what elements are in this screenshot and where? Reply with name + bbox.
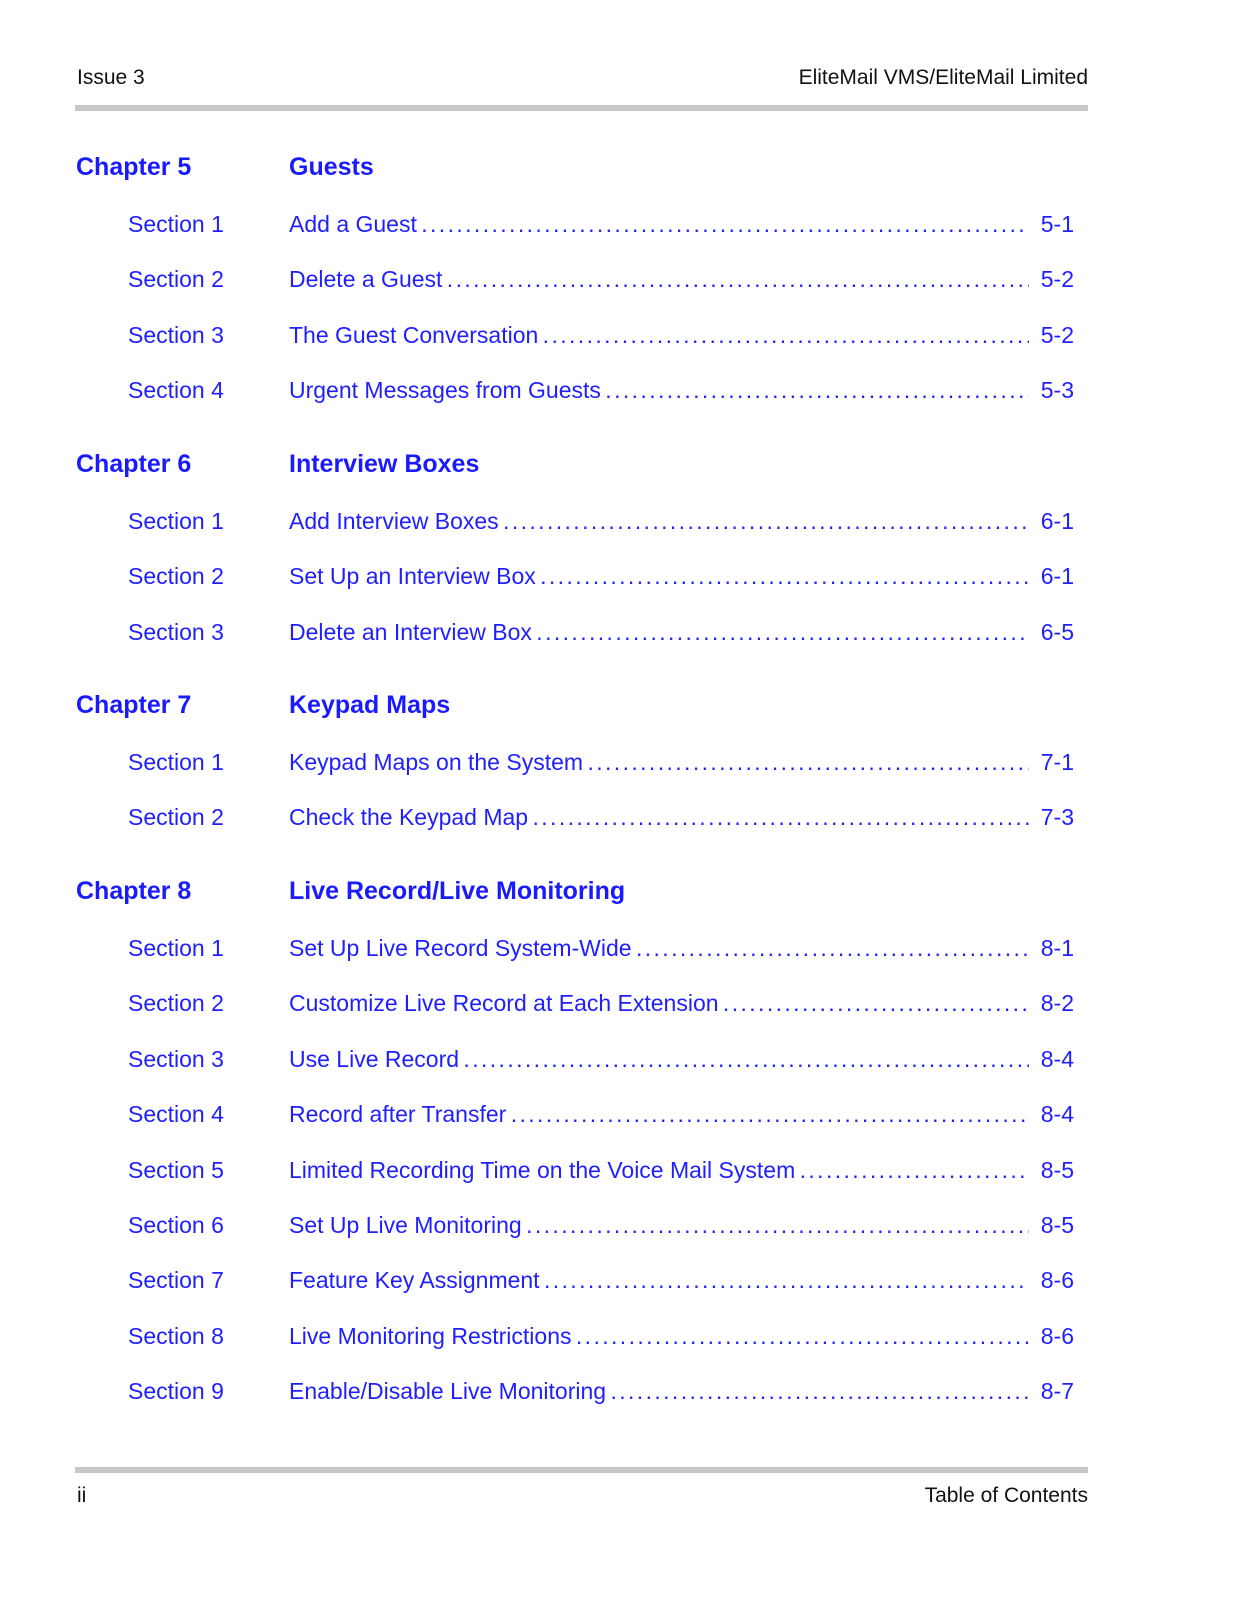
section-title-link[interactable]: Limited Recording Time on the Voice Mail System . . . xyxy=(289,1157,1029,1189)
toc-entry[interactable] xyxy=(0,508,1237,540)
document-title: EliteMail VMS/EliteMail Limited xyxy=(798,66,1088,89)
toc-entry[interactable] xyxy=(0,1157,1237,1189)
section-title-link[interactable]: The Guest Conversation . . . xyxy=(289,322,1029,354)
section-label: Section 2 xyxy=(128,804,224,830)
section-label: Section 1 xyxy=(128,749,224,775)
section-title-link[interactable]: Feature Key Assignment . . . xyxy=(289,1267,1029,1299)
chapter-label: Chapter 8 xyxy=(76,877,192,905)
page-reference[interactable]: 8-5 xyxy=(1040,1157,1074,1183)
issue-label: Issue 3 xyxy=(77,66,145,89)
section-label: Section 1 xyxy=(128,508,224,534)
chapter-label: Chapter 6 xyxy=(76,450,192,478)
section-label: Section 7 xyxy=(128,1267,224,1293)
section-title-link[interactable]: Urgent Messages from Guests . . . xyxy=(289,377,1029,409)
page-reference[interactable]: 8-4 xyxy=(1040,1101,1074,1127)
toc-entry[interactable] xyxy=(0,1378,1237,1410)
page-reference[interactable]: 8-4 xyxy=(1040,1046,1074,1072)
toc-entry[interactable] xyxy=(0,1323,1237,1355)
section-title-link[interactable]: Enable/Disable Live Monitoring . . . xyxy=(289,1378,1029,1410)
chapter-heading[interactable] xyxy=(0,450,1237,486)
toc-entry[interactable] xyxy=(0,266,1237,298)
section-title-link[interactable]: Set Up an Interview Box . . . xyxy=(289,563,1029,595)
section-label: Section 3 xyxy=(128,619,224,645)
toc-entry[interactable] xyxy=(0,749,1237,781)
section-label: Section 3 xyxy=(128,322,224,348)
section-label: Section 2 xyxy=(128,563,224,589)
section-title-link[interactable]: Delete an Interview Box . . . xyxy=(289,619,1029,651)
page-reference[interactable]: 8-6 xyxy=(1040,1323,1074,1349)
section-label: Section 4 xyxy=(128,377,224,403)
footer-divider xyxy=(75,1467,1088,1473)
chapter-title[interactable]: Live Record/Live Monitoring xyxy=(289,877,626,905)
section-label: Section 1 xyxy=(128,935,224,961)
page-reference[interactable]: 5-1 xyxy=(1040,211,1074,237)
section-title-link[interactable]: Keypad Maps on the System . . . xyxy=(289,749,1029,781)
page-reference[interactable]: 6-1 xyxy=(1040,563,1074,589)
toc-entry[interactable] xyxy=(0,619,1237,651)
section-label: Section 2 xyxy=(128,266,224,292)
section-label: Section 8 xyxy=(128,1323,224,1349)
toc-entry[interactable] xyxy=(0,1267,1237,1299)
page-reference[interactable]: 5-2 xyxy=(1040,322,1074,348)
toc-entry[interactable] xyxy=(0,377,1237,409)
chapter-label: Chapter 5 xyxy=(76,153,192,181)
page-reference[interactable]: 5-2 xyxy=(1040,266,1074,292)
section-title-link[interactable]: Live Monitoring Restrictions . . . xyxy=(289,1323,1029,1355)
toc-entry[interactable] xyxy=(0,1046,1237,1078)
toc-entry[interactable] xyxy=(0,1101,1237,1133)
page-number: ii xyxy=(77,1484,87,1507)
page-reference[interactable]: 8-2 xyxy=(1040,990,1074,1016)
section-label: Section 3 xyxy=(128,1046,224,1072)
toc-entry[interactable] xyxy=(0,1212,1237,1244)
page-reference[interactable]: 8-7 xyxy=(1040,1378,1074,1404)
toc-entry[interactable] xyxy=(0,804,1237,836)
toc-entry[interactable] xyxy=(0,990,1237,1022)
section-title-link[interactable]: Add Interview Boxes . . . xyxy=(289,508,1029,540)
section-title-link[interactable]: Check the Keypad Map . . . xyxy=(289,804,1029,836)
toc-entry[interactable] xyxy=(0,322,1237,354)
section-label: Section 5 xyxy=(128,1157,224,1183)
section-title-link[interactable]: Add a Guest . . . xyxy=(289,211,1029,243)
page-footer xyxy=(77,1484,1088,1510)
chapter-title[interactable]: Interview Boxes xyxy=(289,450,480,478)
section-title-link[interactable]: Use Live Record . . . xyxy=(289,1046,1029,1078)
chapter-heading[interactable] xyxy=(0,153,1237,189)
chapter-label: Chapter 7 xyxy=(76,691,192,719)
toc-entry[interactable] xyxy=(0,935,1237,967)
toc-entry[interactable] xyxy=(0,563,1237,595)
section-label: Section 2 xyxy=(128,990,224,1016)
page-reference[interactable]: 7-1 xyxy=(1040,749,1074,775)
section-label: Section 9 xyxy=(128,1378,224,1404)
section-title-link[interactable]: Set Up Live Monitoring . . . xyxy=(289,1212,1029,1244)
section-label: Section 4 xyxy=(128,1101,224,1127)
chapter-title[interactable]: Guests xyxy=(289,153,374,181)
section-title-link[interactable]: Delete a Guest . . . xyxy=(289,266,1029,298)
section-label: Section 1 xyxy=(128,211,224,237)
page-reference[interactable]: 6-5 xyxy=(1040,619,1074,645)
page-reference[interactable]: 7-3 xyxy=(1040,804,1074,830)
toc-entry[interactable] xyxy=(0,211,1237,243)
section-title-link[interactable]: Customize Live Record at Each Extension . . . xyxy=(289,990,1029,1022)
page-reference[interactable]: 8-1 xyxy=(1040,935,1074,961)
section-title-link[interactable]: Set Up Live Record System-Wide . . . xyxy=(289,935,1029,967)
section-label: Section 6 xyxy=(128,1212,224,1238)
section-title-link[interactable]: Record after Transfer . . . xyxy=(289,1101,1029,1133)
page-reference[interactable]: 8-5 xyxy=(1040,1212,1074,1238)
page-reference[interactable]: 5-3 xyxy=(1040,377,1074,403)
chapter-heading[interactable] xyxy=(0,877,1237,913)
page-reference[interactable]: 8-6 xyxy=(1040,1267,1074,1293)
chapter-heading[interactable] xyxy=(0,691,1237,727)
chapter-title[interactable]: Keypad Maps xyxy=(289,691,451,719)
page-reference[interactable]: 6-1 xyxy=(1040,508,1074,534)
footer-title: Table of Contents xyxy=(924,1484,1088,1507)
